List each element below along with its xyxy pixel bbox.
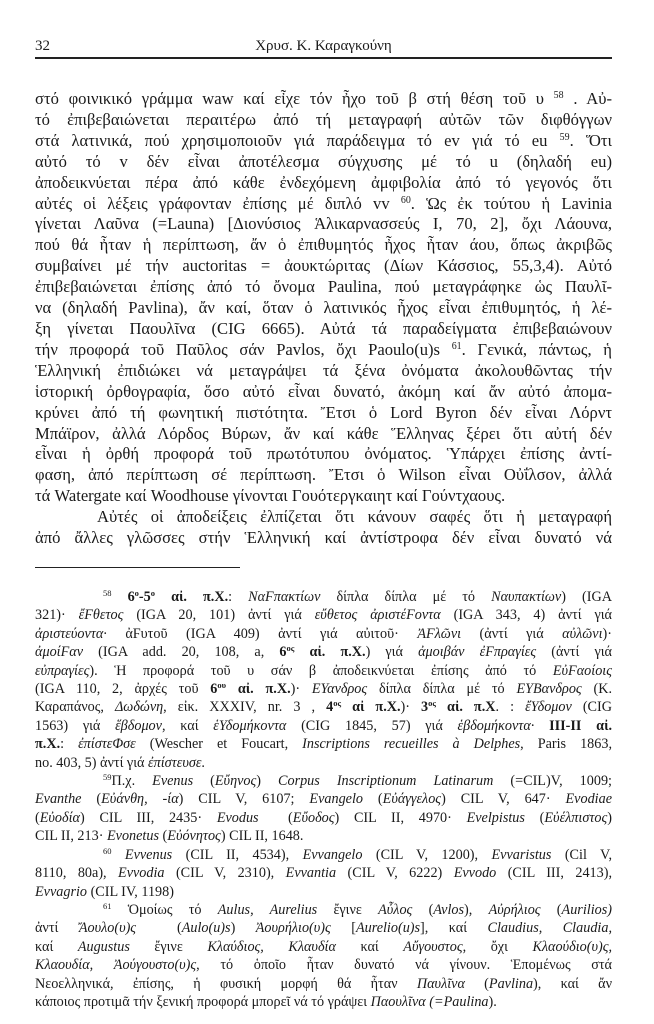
text-run: Εὔοδος	[292, 809, 335, 826]
text-run: ) γιά	[365, 644, 419, 661]
text-run: ἕβδομον	[115, 717, 162, 734]
text-run: ἀποδεικνύεται πέρα ἀπό κάθε ἐνδεχόμενη ἀμφιβολία ἀπό τό γεγονός ὅτι	[35, 172, 612, 192]
text-run: ἀϜυτοῦ (IGA 409) ἀντί γιά αὐιτοῦ·	[106, 625, 418, 642]
text-run: ΕΥανδρος	[311, 681, 368, 698]
text-run: Εὐοδία	[39, 809, 80, 826]
text-run: εἶναι ἡ ὀρθή προφορά τοῦ πρωτότυπου ὀνόματος. Ὑπάρχει ἐπίσης ἀντί-	[35, 444, 612, 464]
text-run: 4	[326, 699, 334, 716]
text-run: Evonetus	[106, 828, 159, 845]
text-run: ) CIL II, 1648.	[220, 828, 304, 845]
body-line	[35, 382, 612, 403]
body-line	[35, 361, 612, 382]
text-run: Κλαύδιος, Κλαυδία	[207, 938, 336, 955]
footnote-marker: 61	[103, 900, 112, 911]
text-run: Παουλῖνα	[370, 993, 426, 1010]
text-run: 3	[421, 699, 429, 716]
text-run: (CIG	[571, 699, 612, 716]
text-run: Εὐάγγελος	[382, 791, 442, 808]
text-run: (CIL V, 1200),	[362, 846, 492, 863]
text-run: ΕΥΒανδρος	[516, 681, 582, 698]
text-run: (CIL III, 2413),	[496, 865, 612, 882]
text-run: Δωδώνη	[114, 699, 164, 716]
footnote-line	[35, 975, 612, 993]
body-line	[35, 465, 612, 486]
footnote-line	[35, 643, 612, 661]
text-run: CIL II, 213·	[35, 828, 107, 845]
text-run: Παυλῖνα	[416, 975, 465, 992]
text-run: (IGA 110, 2, ἀρχές τοῦ	[35, 681, 211, 698]
text-run: τά Watergate καί Woodhouse γίνονται Γουότεργκαιητ καί Γούντχαους.	[35, 486, 506, 506]
text-run: αἰ. π.Χ.	[294, 644, 366, 661]
footnote-line	[35, 754, 612, 772]
text-run: (	[524, 809, 545, 826]
text-run	[534, 718, 549, 734]
text-run: )	[607, 809, 613, 826]
text-run: (	[159, 828, 168, 845]
text-run: )·	[290, 681, 312, 698]
text-run: Εὐόνητος	[167, 828, 221, 845]
text-run: Pavlina	[488, 975, 534, 992]
text-run: ΕὐϜαοίοις	[552, 662, 612, 679]
text-run: γίνεται Λαῦνα (=Launa) [Διονύσιος Ἁλικαρνασσεύς I, 70, 2], ὄχι Λάουνα,	[35, 214, 612, 234]
text-run: 1563) γιά	[35, 717, 116, 734]
text-run: ο	[134, 587, 139, 598]
body-line	[35, 340, 612, 361]
text-run: (	[258, 809, 293, 826]
text-run: Evodus	[216, 809, 259, 826]
text-run: (CIL II, 4534),	[172, 846, 303, 863]
text-run: Αὖλος	[378, 901, 413, 918]
text-run: ξη γίνεται Παουλῖνα (CIG 6665). Αὐτά τά παραδείγματα ἐπιβεβαιώνουν	[35, 318, 612, 338]
footnote-line	[35, 864, 612, 882]
text-run: Evodiae	[565, 791, 612, 808]
text-run: Αὐρήλιος	[488, 901, 541, 918]
footnote-line	[35, 625, 612, 643]
body-line	[35, 277, 612, 298]
text-run: , καί	[161, 717, 214, 734]
text-run: αὐλῶνι	[562, 625, 603, 642]
text-run: Inscriptions recueilles à Delphes	[302, 736, 521, 753]
text-run: Aurelio(u)s	[355, 920, 421, 937]
footnote-line	[35, 901, 612, 919]
text-run: αἰ. π.Χ.	[226, 681, 291, 698]
body-line	[35, 194, 612, 215]
text-run: . Αὐ-	[563, 89, 612, 108]
footnote-line	[35, 883, 612, 901]
text-run: (=Paulina	[425, 993, 489, 1010]
text-run: Claudius, Claudia,	[487, 920, 612, 937]
text-run: )	[230, 920, 256, 937]
text-run: ) CIL V, 647·	[441, 791, 566, 808]
text-run	[112, 847, 125, 863]
text-run: 8110, 80a),	[35, 865, 119, 882]
text-run: Evvodo	[453, 865, 497, 882]
text-run: ου	[217, 679, 227, 690]
text-run: )	[256, 773, 279, 790]
body-line	[35, 110, 612, 131]
footnote-line	[35, 606, 612, 624]
text-run: Evelpistus	[466, 809, 525, 826]
text-run: ἱστορική ὀρθογραφία, ὅσο αὐτό εἶναι δυνατό, ἀκόμη καί ἄν αὐτό ἀπομα-	[35, 381, 612, 401]
text-run: 6	[210, 681, 218, 698]
text-run: III-II αἰ.	[549, 717, 613, 734]
text-run: ἀμοίϜαν	[35, 644, 84, 661]
footnote-marker: 60	[400, 194, 411, 206]
text-run: (Κ.	[581, 681, 612, 698]
text-run: (	[35, 809, 40, 826]
text-run: αἰ. π.Χ.	[155, 589, 229, 605]
text-run: Εὔηνος	[214, 773, 257, 790]
running-title: Χρυσ. Κ. Καραγκούνη	[255, 38, 392, 54]
text-run: Κλαουδία, Ἀούγουστο(υ)ς	[35, 957, 197, 974]
text-run: )·	[602, 625, 612, 642]
text-run: συμβαίνει μέ τήν auctoritas = ἀουκτώριτας (Δίων Κάσσιος, 55,3,4). Αὐτό	[35, 256, 612, 276]
footnote-line	[35, 662, 612, 680]
text-run: (CIL IV, 1198)	[87, 883, 174, 900]
body-line	[35, 486, 612, 507]
text-run: ),	[464, 901, 489, 918]
text-run: .	[201, 754, 205, 771]
text-run: ) CIL V, 6107;	[178, 791, 310, 808]
text-run: Π.χ.	[111, 773, 153, 790]
text-run: , Paris 1863,	[520, 736, 613, 753]
footnote-separator	[35, 567, 240, 568]
footnote-line	[35, 809, 612, 827]
text-run: αἰ π.Χ.	[341, 699, 401, 716]
text-run: Augustus	[77, 938, 130, 955]
text-run: ἑβδομήκοντα·	[457, 717, 535, 734]
text-run: Καραπάνος,	[35, 699, 115, 716]
text-run: (ἀντί γιά	[461, 625, 563, 642]
text-run: εὐπραγίες	[35, 662, 90, 679]
text-run: ἔΥδομον	[525, 699, 572, 716]
footnote-line	[35, 772, 612, 790]
text-run: ἀμοιβάν ἐϜπραγίες	[418, 644, 537, 661]
text-run: Κλαούδιο(υ)ς,	[532, 938, 612, 955]
body-line	[35, 214, 612, 235]
text-run: Νεοελληνικά, ἐπίσης, ἡ φυσική μορφή θά ἦταν	[35, 975, 417, 992]
text-run: Aulus, Aurelius	[217, 901, 318, 918]
text-run: (CIL V, 6222)	[336, 865, 454, 882]
text-run: Μπάϊρον, ἀλλά Λόρδος Βύρων, ἄν καί κάθε Ἕλληνας ξέρει ὅτι αὐτή δέν	[35, 423, 612, 443]
body-line	[35, 131, 612, 152]
text-run: ἔγινε	[317, 901, 379, 918]
text-run: εὔθετος ἀριστέϜοντα	[314, 607, 441, 624]
text-run: no. 403, 5) ἀντί γιά	[35, 754, 149, 771]
footnote-line	[35, 790, 612, 808]
text-run: (	[81, 791, 102, 808]
body-line	[35, 507, 612, 528]
text-run: Αὔγουστος	[403, 938, 463, 955]
text-run: πού θά ἦταν ἡ περίπτωση, ἄν ὁ ἐπιθυμητός ἦχος ἦταν άου, ὅπως ἀκριβῶς	[35, 235, 612, 255]
footnote-marker: 58	[553, 90, 564, 102]
text-run: στά λατινικά, πού χρησιμοποιοῦν γιά παράδειγμα τό ev γιά τό eu	[35, 130, 560, 150]
text-run: 6	[279, 644, 287, 661]
text-run: ) (IGA	[561, 589, 612, 605]
text-run: (IGA 343, 4) ἀντί γιά	[440, 607, 612, 624]
text-run: Evvodia	[118, 865, 165, 882]
main-text	[35, 89, 612, 549]
text-run: Aulo(u)s	[181, 920, 231, 937]
text-run: , εἰκ. XXXIV, nr. 3 ,	[163, 699, 327, 716]
footnote-line	[35, 680, 612, 698]
text-run: Εὐάνθη, -ία	[101, 791, 179, 808]
text-run: ἐπίστεΦσε	[78, 736, 136, 753]
text-run: Εὐέλπιστος	[544, 809, 608, 826]
body-line	[35, 424, 612, 445]
text-run: π.Χ.	[35, 736, 61, 753]
body-line	[35, 528, 612, 549]
text-run: Evvaristus	[491, 846, 552, 863]
text-run: (	[540, 901, 562, 918]
text-run: :	[60, 736, 79, 753]
body-line	[35, 173, 612, 194]
text-run: ).	[488, 993, 497, 1010]
text-run: φαση, ἀπό περίπτωση σέ περίπτωση. Ἔτσι ὁ Wilson εἶναι Οὐΐλσον, ἀλλά	[35, 465, 612, 485]
footnote-line	[35, 735, 612, 753]
footnote-marker: 59	[559, 131, 570, 143]
text-run: ΝαϜπακτίων	[248, 589, 321, 605]
footnotes	[35, 588, 612, 1011]
text-run: ), καί ἄν	[533, 975, 612, 992]
footnote-marker: 60	[103, 845, 112, 856]
text-run: ἑΥδομήκοντα	[213, 717, 287, 734]
text-run: τό ἐπιβεβαιώνεται περαιτέρω ἀπό τή μεταγραφή αὐτῶν τῶν διφθόγγων	[35, 109, 612, 129]
footnote-line	[35, 956, 612, 974]
text-run: Corpus Inscriptionum Latinarum	[278, 773, 494, 790]
footnote-line	[35, 919, 612, 937]
text-run: δίπλα δίπλα μέ τό	[367, 681, 517, 698]
text-run: Ἄουλο(υ)ς	[78, 920, 137, 937]
text-run: ἐπίστευσε	[148, 754, 202, 771]
text-run: (ἀντί γιά	[536, 644, 612, 661]
text-run: :	[228, 589, 249, 605]
text-run: (Wescher et Foucart,	[135, 736, 303, 753]
page-number: 32	[35, 38, 50, 54]
text-run: Αὐτές οἱ ἀποδείξεις ἐλπίζεται ὅτι κάνουν σαφές ὅτι ἡ μεταγραφή	[97, 507, 612, 527]
text-run: τήν προφορά τοῦ Παῦλος σάν Pavlos, ὄχι Paoulo(u)s	[35, 339, 452, 359]
text-run: ἀντί	[35, 920, 79, 937]
text-run: Evvangelo	[302, 846, 363, 863]
text-run: Ὁμοίως τό	[111, 901, 218, 918]
text-run: (	[412, 901, 434, 918]
header-rule	[35, 57, 612, 59]
text-run: , τό ὁποῖο ἦταν δυνατό νά γίνουν. Ἑπομένως στά	[196, 957, 612, 974]
body-line	[35, 256, 612, 277]
text-run: αὐτές οἱ λέξεις γράφονταν ἐπίσης μέ διπλό vv	[35, 193, 401, 213]
text-run: ) CIL III, 2435·	[80, 809, 217, 826]
text-run: Evanthe	[35, 791, 82, 808]
footnote-marker: 59	[103, 771, 112, 782]
text-run: (IGA add. 20, 108, a,	[83, 644, 280, 661]
body-line	[35, 319, 612, 340]
text-run: ἀπό ἄλλες γλῶσσες στήν Ἑλληνική καί ἀντίστροφα δέν εἶναι δυνατό νά	[35, 528, 612, 548]
text-run: ος	[286, 643, 295, 654]
text-run: . Γενικά, πάντως, ἡ	[461, 339, 612, 359]
text-run: 321)·	[35, 607, 79, 624]
body-line	[35, 152, 612, 173]
text-run: . :	[495, 699, 526, 716]
text-run: ἀριστεύοντα·	[35, 625, 107, 642]
text-run: )·	[400, 699, 422, 716]
text-run: . Ὡς ἐκ τούτου ἡ Lavinia	[410, 193, 612, 213]
text-run	[112, 589, 128, 605]
text-run: Aurilios)	[561, 901, 612, 918]
text-run: κρύνει ἀπό τή φωνητική πιστότητα. Ἔτσι ὁ Lord Byron δέν εἶναι Λόρντ	[35, 402, 612, 422]
text-run: καί	[335, 938, 404, 955]
text-run: στό φοινικικό γράμμα waw καί εἶχε τόν ἦχο τοῦ β στή θέση τοῦ υ	[35, 89, 554, 108]
footnote-line	[35, 938, 612, 956]
footnote-line	[35, 827, 612, 845]
text-run: ος	[428, 698, 436, 709]
text-run: ἔϜθετος	[78, 607, 124, 624]
text-run: καί	[35, 938, 78, 955]
text-run: . Ὅτι	[569, 130, 612, 150]
text-run: (	[464, 975, 489, 992]
footnote-marker: 58	[103, 587, 112, 598]
text-run: (	[363, 791, 383, 808]
body-line	[35, 89, 612, 110]
body-line	[35, 444, 612, 465]
body-line	[35, 235, 612, 256]
text-run: ἈϜλῶνι	[417, 625, 462, 642]
text-run: Avlos	[433, 901, 465, 918]
text-run: κάποιος προτιμᾶ τήν ξενική προφορά μπορεῖ νά τό γράψει	[35, 993, 371, 1010]
text-run: Evvenus	[124, 846, 173, 863]
body-line	[35, 298, 612, 319]
text-run: (	[193, 773, 215, 790]
text-run: Evvantia	[285, 865, 337, 882]
text-run: (	[136, 920, 182, 937]
text-run: 6	[127, 589, 135, 605]
footnote-line	[35, 588, 612, 606]
footnote-line	[35, 698, 612, 716]
text-run: ο	[150, 587, 155, 598]
text-run: -5	[138, 589, 151, 605]
text-run: να (δηλαδή Pavlina), ἄν καί, ὅταν ὁ λατινικός ἦχος εἶναι ἐπιθυμητός, ἡ λέ-	[35, 298, 612, 318]
footnote-marker: 61	[451, 340, 462, 352]
text-run: [	[330, 920, 356, 937]
text-run: (CIG 1845, 57) γιά	[286, 717, 458, 734]
text-run: ], καί	[420, 920, 488, 937]
body-line	[35, 403, 612, 424]
text-run: ). Ἡ προφορά τοῦ υ σάν β ἀποδεικνύεται ἐπίσης ἀπό τό	[89, 662, 553, 679]
text-run: ἔγινε	[129, 938, 208, 955]
text-run: αὐτό τό v δέν εἶναι ἀποτέλεσμα σύγχυσης μέ τό u (δηλαδή eu)	[35, 151, 612, 171]
text-run: (IGA 20, 101) ἀντί γιά	[123, 607, 315, 624]
text-run: Evvagrio	[35, 883, 88, 900]
text-run: (CIL V, 2310),	[164, 865, 286, 882]
text-run: (=CIL)V, 1009;	[493, 773, 612, 790]
text-run: Evenus	[152, 773, 194, 790]
text-run: Ναυπακτίων	[491, 589, 562, 605]
text-run: Ἀουρήλιο(υ)ς	[255, 920, 331, 937]
text-run: ) CIL II, 4970·	[334, 809, 467, 826]
footnote-line	[35, 993, 612, 1011]
text-run: ἐπιβεβαιώνεται ἐπίσης ἀπό τό ὄνομα Paulina, πού μεταγράφηκε ὡς Παυλῖ-	[35, 277, 612, 297]
text-run: , ὄχι	[462, 938, 533, 955]
text-run: (Cil V,	[551, 846, 613, 863]
text-run: αἰ. π.Χ	[435, 699, 496, 716]
text-run: Evangelo	[309, 791, 363, 808]
text-run: ος	[333, 698, 342, 709]
text-run: Ἑλληνική ἐπιδιώκει νά μεταγράψει τά ξένα ὀνόματα ἀκολουθῶντας τήν	[35, 360, 612, 380]
footnote-line	[35, 717, 612, 735]
text-run: δίπλα δίπλα μέ τό	[320, 589, 492, 605]
footnote-line	[35, 846, 612, 864]
